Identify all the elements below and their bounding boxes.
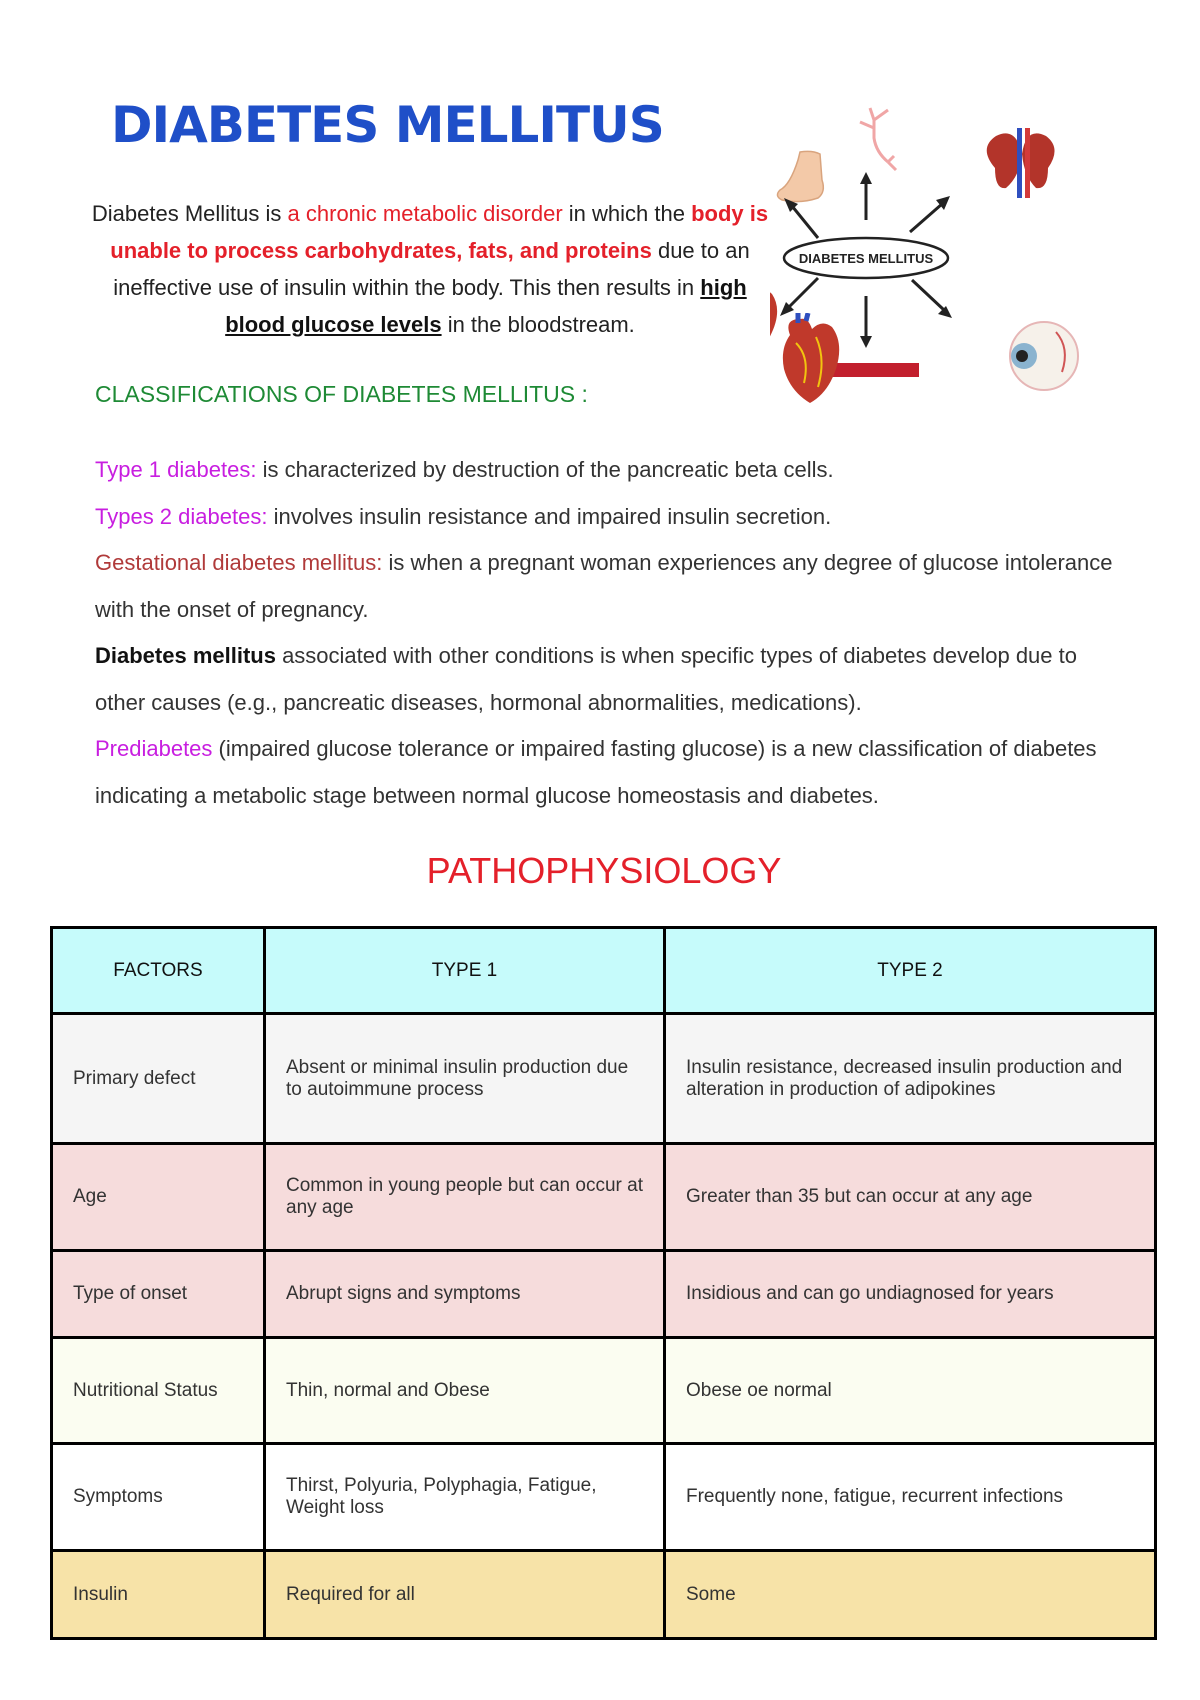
diagram-center-label: DIABETES MELLITUS: [798, 251, 934, 266]
classifications-heading: CLASSIFICATIONS OF DIABETES MELLITUS :: [95, 381, 588, 407]
prediabetes-label: Prediabetes: [95, 736, 213, 761]
type1-cell: Required for all: [265, 1551, 665, 1639]
intro-text: Diabetes Mellitus is: [91, 201, 288, 226]
nerve-icon: [860, 108, 896, 170]
intro-text: in which the: [562, 201, 692, 226]
pathophysiology-heading: PATHOPHYSIOLOGY: [426, 850, 782, 891]
table-header-row: [52, 928, 1156, 1014]
pathophysiology-table: [50, 926, 1157, 1640]
factor-cell: Nutritional Status: [52, 1338, 265, 1444]
kidney-icon: [987, 128, 1055, 198]
gestational-label: Gestational diabetes mellitus:: [95, 550, 383, 575]
classification-gestational: [95, 540, 1115, 633]
type2-cell: Insulin resistance, decreased insulin production and alteration in production of adipokines: [665, 1014, 1156, 1144]
intro-highlight-disorder: a chronic metabolic disorder: [287, 201, 563, 226]
table-row: [52, 1251, 1156, 1338]
intro-highlight-body: body is unable to process carbohydrates, fats, and proteins: [110, 201, 769, 263]
type1-cell: Absent or minimal insulin production due to autoimmune process: [265, 1014, 665, 1144]
other-label: Diabetes mellitus: [95, 643, 276, 668]
type2-cell: Greater than 35 but can occur at any age: [665, 1144, 1156, 1251]
document-title: DIABETES MELLITUS: [111, 96, 664, 154]
table-row: [52, 1014, 1156, 1144]
type1-label: Type 1 diabetes:: [95, 457, 257, 482]
factor-cell: Primary defect: [52, 1014, 265, 1144]
prediabetes-text: (impaired glucose tolerance or impaired fasting glucose) is a new classification of diabetes indicating a metabolic stage between normal glucose homeostasis and diabetes.: [95, 736, 1097, 808]
header-type1: TYPE 1: [265, 928, 665, 1014]
header-factors: FACTORS: [52, 928, 265, 1014]
type1-cell: Thin, normal and Obese: [265, 1338, 665, 1444]
intro-text: in the bloodstream.: [441, 312, 635, 337]
factor-cell: Age: [52, 1144, 265, 1251]
table-row: [52, 1444, 1156, 1551]
type2-cell: Insidious and can go undiagnosed for years: [665, 1251, 1156, 1338]
classification-type2: [95, 494, 1115, 541]
classifications-list: [95, 447, 1115, 819]
table-row: [52, 1144, 1156, 1251]
factor-cell: Insulin: [52, 1551, 265, 1639]
eye-icon: [1010, 322, 1078, 390]
type1-cell: Thirst, Polyuria, Polyphagia, Fatigue, Weight loss: [265, 1444, 665, 1551]
factor-cell: Type of onset: [52, 1251, 265, 1338]
type1-text: is characterized by destruction of the pancreatic beta cells.: [256, 457, 834, 482]
heart-illustration: [776, 313, 846, 408]
type2-cell: Some: [665, 1551, 1156, 1639]
type1-cell: Common in young people but can occur at any age: [265, 1144, 665, 1251]
type2-text: involves insulin resistance and impaired insulin secretion.: [267, 503, 832, 529]
classification-prediabetes: [95, 726, 1115, 819]
intro-underlined-glucose: high blood glucose levels: [225, 275, 747, 337]
factor-cell: Symptoms: [52, 1444, 265, 1551]
header-type2: TYPE 2: [665, 928, 1156, 1014]
table-row: [52, 1551, 1156, 1639]
other-text: associated with other conditions is when specific types of diabetes develop due to other causes (e.g., pancreatic diseases, hormonal abnormalities, medications).: [95, 643, 1077, 715]
classification-other: [95, 633, 1115, 726]
classification-type1: [95, 447, 1115, 494]
intro-paragraph: [90, 195, 770, 343]
table-row: [52, 1338, 1156, 1444]
type1-cell: Abrupt signs and symptoms: [265, 1251, 665, 1338]
type2-label: Types 2 diabetes:: [95, 503, 268, 529]
gestational-text: is when a pregnant woman experiences any degree of glucose intolerance with the onset of pregnancy.: [95, 550, 1113, 622]
foot-icon: [777, 151, 823, 201]
intro-text: due to an ineffective use of insulin within the body. This then results in: [113, 238, 750, 300]
type2-cell: Obese oe normal: [665, 1338, 1156, 1444]
type2-cell: Frequently none, fatigue, recurrent infections: [665, 1444, 1156, 1551]
